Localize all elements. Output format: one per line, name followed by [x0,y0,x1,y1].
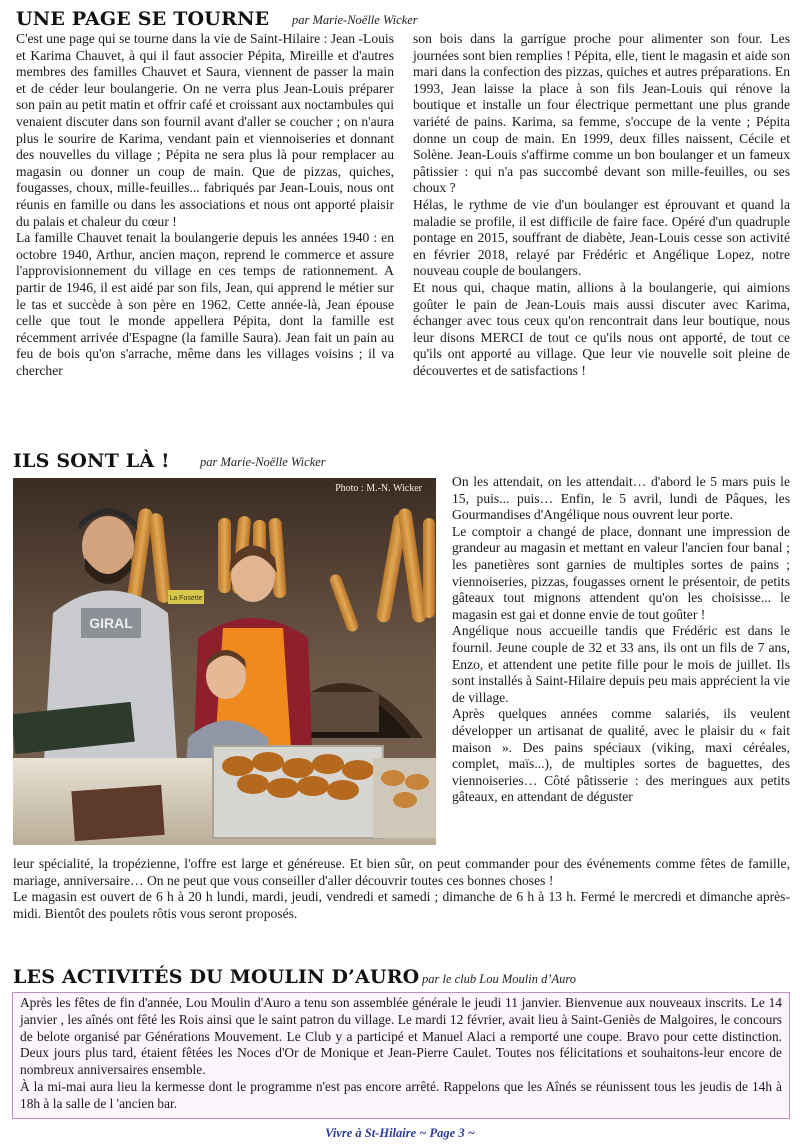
article3-paragraph: À la mi-mai aura lieu la kermesse dont le programme n'est pas encore arrêté. Rappelons que les Aînés se réunissent tous les jeudis de 14h à 18h à la salle de l 'ancien bar. [20,1078,782,1111]
article1-byline: par Marie-Noëlle Wicker [292,13,418,27]
article1-title: UNE PAGE SE TOURNE [16,8,270,30]
bakery-photo-illustration [13,478,436,845]
article1-paragraph: Hélas, le rythme de vie d'un boulanger est éprouvant et quand la maladie se profile, il est difficile de faire face. Opéré d'un quadruple pontage en 2015, souffrant de diabète, Jean-Louis cesse son activité en février 2018, relayé par Frédéric et Angélique Lopez, notre nouveau couple de boulangers. [413,196,790,279]
photo-credit: Photo : M.-N. Wicker [335,483,422,494]
article3-paragraph: Après les fêtes de fin d'année, Lou Moulin d'Auro a tenu son assemblée générale le jeudi 11 janvier. Bienvenue aux nouveaux inscrits. Le 14 janvier , les aînés ont fêté les Rois ainsi que le saint patron du village. Le mardi 12 février, avait lieu à Saint-Geniès de Malgoires, le concours de belote organisé par Générations Mouvement. Le Club y a participé et Manuel Alaci a remporté une coupe. Bravo pour cette distinction. Deux jours plus tard, étaient fêtées les Noces d'Or de Monique et Jean-Pierre Caulet. Toutes nos félicitations et souhaitons-leur encore de nombreux anniversaires ensemble. [20,995,782,1078]
article2-right-column [452,474,790,806]
article2-paragraph: leur spécialité, la tropézienne, l'offre est large et généreuse. Et bien sûr, on peut commander pour des événements comme fêtes de famille, mariage, anniversaire… On ne peut que vous conseiller d'aller découvrir toutes ces bonnes choses ! [13,856,790,888]
photo-sign-giral: GIRAL [89,615,133,631]
article1-left-column [16,31,394,379]
article3-callout-box [12,992,790,1119]
article2-paragraph: Le magasin est ouvert de 6 h à 20 h lundi, mardi, jeudi, vendredi et samedi ; dimanche de 6 h à 13 h. Fermé le mercredi et dimanche après-midi. Bientôt des poulets rôtis vous seront proposés. [13,889,790,921]
article2-paragraph: Après quelques années comme salariés, ils veulent développer un artisanat de qualité, avec le plaisir du « fait maison ». Des pains spéciaux (viking, maxi céréales, complet, maïs...), de multiples sortes de baguettes, des viennoiseries… Côté pâtisserie : des meringues aux petits gâteaux, en attendant de déguster [452,706,790,805]
photo-sign-fosette: La Fosette [169,595,203,602]
article1-right-column [413,31,790,379]
article3-title: LES ACTIVITÉS DU MOULIN D’AURO [13,966,420,988]
article2-title: ILS SONT LÀ ! [13,450,170,472]
article1-paragraph: Et nous qui, chaque matin, allions à la boulangerie, qui aimions goûter le pain de Jean-Louis mais aussi discuter avec Karima, échanger avec tous ceux qu'on rencontrait dans leur boutique, nous leur disons MERCI de tout ce qu'ils nous ont apporté, de tout ce qu'ils ont apporté au village. Que leur vie nouvelle soit pleine de découvertes et de satisfactions ! [413,279,790,378]
article1-paragraph: La famille Chauvet tenait la boulangerie depuis les années 1940 : en octobre 1940, Arthur, ancien maçon, reprend le commerce et assure l'approvisionnement du village en ces temps de rationnement. A partir de 1946, il est aidé par son fils, Jean, qui apprend le métier sur le tas et succède à son père en 1962. Cette année-là, Jean épouse celle que tout le monde appellera Pépita, dont la famille est récemment arrivée d'Espagne (la famille Saura). Jean fait un pain au feu de bois qu'on s'arrache, même dans les villages voisins ; il va chercher [16,230,394,378]
article2-paragraph: On les attendait, on les attendait… d'abord le 5 mars puis le 15, puis... puis… Enfin, le 5 avril, lundi de Pâques, les Gourmandises d'Angélique nous ouvrent leur porte. [452,474,790,523]
article1-paragraph: C'est une page qui se tourne dans la vie de Saint-Hilaire : Jean -Louis et Karima Chauvet, à qui il faut associer Pépita, Mireille et d'autres membres des familles Chauvet et Saura, viennent de passer la main et de céder leur boulangerie. On ne verra plus Jean-Louis préparer son pain au petit matin et offrir café et croissant aux noctambules qui venaient discuter dans son fournil avant d'aller se coucher ; on n'aura plus le sourire de Karima, vendant pain et viennoiseries et donnant des nouvelles du village ; Pépita ne sera plus là pour remplacer au magasin ou donner un coup de main. Que de pizzas, quiches, fougasses, choux, mille-feuilles... fabriqués par Jean-Louis, nous ont réunis en famille ou dans les associations et nous ont apporté plaisir du palais et chaleur du cœur ! [16,31,394,229]
article3-byline: par le club Lou Moulin d’Auro [422,972,577,986]
article1-paragraph: son bois dans la garrigue proche pour alimenter son four. Les journées sont bien remplies ! Pépita, elle, tient le magasin et aide son mari dans la confection des pizzas, quiches et autres préparations. En 1993, Jean laisse la place à son fils Jean-Louis qui rénove la boutique et installe un four électrique permettant une plus grande variété de pains. Karima, sa femme, s'occupe de la vente ; Pépita donne un coup de main. En 1999, deux filles naissent, Cécile et Solène. Jean-Louis s'affirme comme un bon boulanger et un fameux pâtissier : qui n'a pas succombé devant son mille-feuilles, ou ses choux ? [413,31,790,196]
page-footer: Vivre à St-Hilaire ~ Page 3 ~ [325,1126,475,1140]
article3-text [20,995,782,1113]
bakery-photo [13,478,436,845]
article2-full-width-text [13,856,790,922]
article2-byline: par Marie-Noëlle Wicker [200,455,326,469]
article2-paragraph: Angélique nous accueille tandis que Frédéric est dans le fournil. Jeune couple de 32 et 33 ans, ils ont un fils de 7 ans, Enzo, et attendent une petite fille pour le mois de juillet. Ils sont installés à Saint-Hilaire depuis peu mais apprécient la vie de village. [452,623,790,705]
article2-paragraph: Le comptoir a changé de place, donnant une impression de grandeur au magasin et mettant en valeur l'ancien four banal ; les panetières sont garnies de multiples sortes de pains ; viennoiseries, pizzas, fougasses ornent le présentoir, de petits gâteaux tout mignons attendent qu'on les choisisse... le magasin est gai et donne envie de tout goûter ! [452,523,790,622]
